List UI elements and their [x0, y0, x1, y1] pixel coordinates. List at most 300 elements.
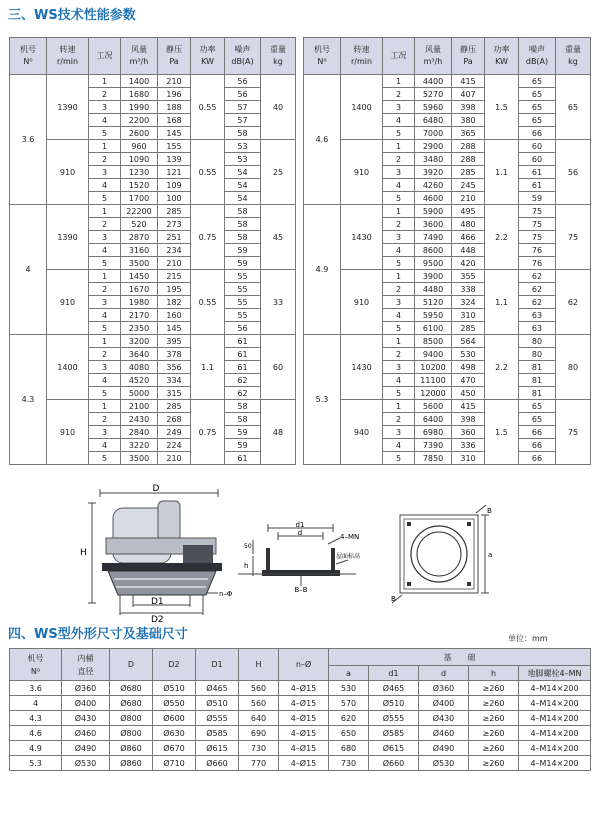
noise-cell: 55 [225, 309, 261, 322]
pressure-cell: 145 [158, 322, 191, 335]
model-cell: 3.6 [10, 681, 62, 696]
anchor-bolt-cell: 4–M14×200 [519, 756, 591, 771]
condition-cell: 4 [89, 244, 121, 257]
flow-cell: 4260 [415, 179, 452, 192]
pressure-cell: 288 [452, 140, 485, 153]
pressure-cell: 415 [452, 400, 485, 413]
pressure-cell: 288 [452, 153, 485, 166]
weight-cell: 75 [556, 205, 591, 270]
inner-diameter-cell: Ø490 [62, 741, 110, 756]
fan-side-view-drawing [78, 483, 238, 623]
speed-cell: 1390 [47, 205, 89, 270]
condition-cell: 3 [89, 101, 121, 114]
D-cell: Ø800 [110, 726, 153, 741]
table-row [304, 140, 591, 153]
pressure-cell: 215 [158, 270, 191, 283]
pressure-cell: 338 [452, 283, 485, 296]
speed-cell: 1400 [341, 75, 383, 140]
noise-cell: 53 [225, 153, 261, 166]
noise-cell: 66 [519, 439, 556, 452]
flow-cell: 8500 [415, 335, 452, 348]
condition-cell: 1 [89, 335, 121, 348]
flow-cell: 3500 [121, 257, 158, 270]
table-row [304, 335, 591, 348]
pressure-cell: 210 [158, 75, 191, 88]
D1-cell: Ø615 [196, 741, 239, 756]
table-row [10, 696, 591, 711]
noise-cell: 58 [225, 231, 261, 244]
power-cell: 2.2 [485, 205, 519, 270]
anchor-bolt-cell: 4–M14×200 [519, 711, 591, 726]
D2-cell: Ø510 [153, 681, 196, 696]
power-cell: 0.55 [191, 75, 225, 140]
noise-cell: 54 [225, 166, 261, 179]
noise-cell: 58 [225, 413, 261, 426]
flow-cell: 7850 [415, 452, 452, 465]
flow-cell: 5270 [415, 88, 452, 101]
H-cell: 690 [239, 726, 279, 741]
label-D1: D1 [151, 597, 164, 607]
H-cell: 560 [239, 681, 279, 696]
flow-cell: 1450 [121, 270, 158, 283]
header-noise: 噪声 dB(A) [519, 38, 556, 75]
n-phi-cell: 4–Ø15 [279, 756, 329, 771]
flow-cell: 4400 [415, 75, 452, 88]
flow-cell: 1520 [121, 179, 158, 192]
weight-cell: 33 [261, 270, 296, 335]
table-row [10, 741, 591, 756]
weight-cell: 65 [556, 75, 591, 140]
weight-cell: 48 [261, 400, 296, 465]
pressure-cell: 195 [158, 283, 191, 296]
noise-cell: 62 [519, 270, 556, 283]
D2-cell: Ø630 [153, 726, 196, 741]
power-cell: 0.55 [191, 140, 225, 205]
header-D: D [110, 649, 153, 681]
speed-cell: 1430 [341, 205, 383, 270]
anchor-bolt-cell: 4–M14×200 [519, 726, 591, 741]
pressure-cell: 188 [158, 101, 191, 114]
inner-diameter-cell: Ø430 [62, 711, 110, 726]
pressure-cell: 498 [452, 361, 485, 374]
anchor-bolt-cell: 4–M14×200 [519, 696, 591, 711]
condition-cell: 2 [89, 88, 121, 101]
D1-cell: Ø510 [196, 696, 239, 711]
flow-cell: 2430 [121, 413, 158, 426]
pressure-cell: 285 [158, 400, 191, 413]
pressure-cell: 160 [158, 309, 191, 322]
model-cell: 3.6 [10, 75, 47, 205]
table-row [304, 270, 591, 283]
pressure-cell: 196 [158, 88, 191, 101]
label-floor-elevation: 屋面标高 [336, 553, 361, 560]
weight-cell: 56 [556, 140, 591, 205]
condition-cell: 3 [383, 231, 415, 244]
label-D: D [152, 484, 160, 494]
a-cell: 570 [329, 696, 369, 711]
condition-cell: 3 [89, 166, 121, 179]
inner-diameter-cell: Ø400 [62, 696, 110, 711]
flow-cell: 1980 [121, 296, 158, 309]
pressure-cell: 285 [158, 205, 191, 218]
condition-cell: 1 [383, 140, 415, 153]
header-condition: 工况 [89, 38, 121, 75]
a-cell: 680 [329, 741, 369, 756]
weight-cell: 62 [556, 270, 591, 335]
noise-cell: 54 [225, 179, 261, 192]
a-cell: 620 [329, 711, 369, 726]
pressure-cell: 564 [452, 335, 485, 348]
power-cell: 0.75 [191, 205, 225, 270]
flow-cell: 2350 [121, 322, 158, 335]
weight-cell: 75 [556, 400, 591, 465]
pressure-cell: 466 [452, 231, 485, 244]
pressure-cell: 182 [158, 296, 191, 309]
d1-cell: Ø585 [369, 726, 419, 741]
D2-cell: Ø670 [153, 741, 196, 756]
pressure-cell: 234 [158, 244, 191, 257]
condition-cell: 1 [383, 270, 415, 283]
h-cell: ≥260 [469, 711, 519, 726]
condition-cell: 5 [383, 452, 415, 465]
performance-table-right [303, 37, 591, 465]
noise-cell: 55 [225, 283, 261, 296]
flow-cell: 7000 [415, 127, 452, 140]
noise-cell: 61 [519, 166, 556, 179]
flow-cell: 2200 [121, 114, 158, 127]
flow-cell: 2840 [121, 426, 158, 439]
n-phi-cell: 4–Ø15 [279, 726, 329, 741]
flow-cell: 3640 [121, 348, 158, 361]
speed-cell: 910 [47, 400, 89, 465]
pressure-cell: 480 [452, 218, 485, 231]
D-cell: Ø860 [110, 741, 153, 756]
model-cell: 5.3 [10, 756, 62, 771]
model-cell: 4 [10, 696, 62, 711]
condition-cell: 2 [383, 218, 415, 231]
flow-cell: 7490 [415, 231, 452, 244]
condition-cell: 4 [89, 179, 121, 192]
noise-cell: 75 [519, 231, 556, 244]
condition-cell: 3 [89, 296, 121, 309]
h-cell: ≥260 [469, 726, 519, 741]
pressure-cell: 334 [158, 374, 191, 387]
flow-cell: 9500 [415, 257, 452, 270]
header-weight: 重量 kg [556, 38, 591, 75]
condition-cell: 4 [383, 179, 415, 192]
anchor-bolt-cell: 4–M14×200 [519, 681, 591, 696]
noise-cell: 81 [519, 361, 556, 374]
pressure-cell: 249 [158, 426, 191, 439]
speed-cell: 910 [47, 140, 89, 205]
pressure-cell: 380 [452, 114, 485, 127]
weight-cell: 60 [261, 335, 296, 400]
noise-cell: 58 [225, 218, 261, 231]
condition-cell: 4 [383, 374, 415, 387]
flow-cell: 4080 [121, 361, 158, 374]
d-cell: Ø530 [419, 756, 469, 771]
noise-cell: 66 [519, 452, 556, 465]
condition-cell: 2 [383, 413, 415, 426]
header-model: 机号 N⁰ [304, 38, 341, 75]
pressure-cell: 415 [452, 75, 485, 88]
flow-cell: 6980 [415, 426, 452, 439]
flow-cell: 3220 [121, 439, 158, 452]
condition-cell: 4 [89, 309, 121, 322]
model-cell: 4.3 [10, 335, 47, 465]
speed-cell: 910 [341, 270, 383, 335]
noise-cell: 58 [225, 205, 261, 218]
noise-cell: 61 [225, 452, 261, 465]
pressure-cell: 155 [158, 140, 191, 153]
noise-cell: 61 [225, 361, 261, 374]
power-cell: 1.1 [485, 140, 519, 205]
header-speed: 转速 r/min [47, 38, 89, 75]
noise-cell: 56 [225, 75, 261, 88]
condition-cell: 5 [89, 452, 121, 465]
condition-cell: 5 [383, 257, 415, 270]
noise-cell: 57 [225, 114, 261, 127]
flow-cell: 1670 [121, 283, 158, 296]
condition-cell: 2 [89, 348, 121, 361]
power-cell: 1.1 [191, 335, 225, 400]
n-phi-cell: 4–Ø15 [279, 711, 329, 726]
flow-cell: 11100 [415, 374, 452, 387]
d-cell: Ø360 [419, 681, 469, 696]
n-phi-cell: 4–Ø15 [279, 696, 329, 711]
condition-cell: 3 [89, 426, 121, 439]
header-model: 机号 N⁰ [10, 649, 62, 681]
table-row [10, 756, 591, 771]
condition-cell: 4 [383, 244, 415, 257]
pressure-cell: 285 [452, 322, 485, 335]
D2-cell: Ø550 [153, 696, 196, 711]
D-cell: Ø800 [110, 711, 153, 726]
inner-diameter-cell: Ø360 [62, 681, 110, 696]
noise-cell: 61 [225, 335, 261, 348]
model-cell: 4.6 [304, 75, 341, 205]
noise-cell: 60 [519, 153, 556, 166]
d-cell: Ø490 [419, 741, 469, 756]
noise-cell: 63 [519, 309, 556, 322]
condition-cell: 3 [89, 361, 121, 374]
flow-cell: 960 [121, 140, 158, 153]
pressure-cell: 398 [452, 413, 485, 426]
pressure-cell: 355 [452, 270, 485, 283]
header-D1: D1 [196, 649, 239, 681]
inner-diameter-cell: Ø460 [62, 726, 110, 741]
noise-cell: 66 [519, 127, 556, 140]
flow-cell: 2870 [121, 231, 158, 244]
label-d: d [297, 529, 303, 537]
noise-cell: 55 [225, 296, 261, 309]
condition-cell: 1 [89, 75, 121, 88]
condition-cell: 5 [383, 387, 415, 400]
condition-cell: 3 [383, 361, 415, 374]
flow-cell: 3160 [121, 244, 158, 257]
flow-cell: 1990 [121, 101, 158, 114]
condition-cell: 5 [89, 192, 121, 205]
condition-cell: 2 [89, 283, 121, 296]
label-H: H [80, 548, 87, 558]
noise-cell: 53 [225, 140, 261, 153]
condition-cell: 1 [383, 335, 415, 348]
power-cell: 0.75 [191, 400, 225, 465]
foundation-plan-drawing [390, 503, 496, 605]
header-power: 功率 KW [191, 38, 225, 75]
header-anchor-bolt: 地脚螺栓4–MN [519, 666, 591, 681]
flow-cell: 5900 [415, 205, 452, 218]
model-cell: 4.9 [304, 205, 341, 335]
h-cell: ≥260 [469, 696, 519, 711]
H-cell: 730 [239, 741, 279, 756]
pressure-cell: 448 [452, 244, 485, 257]
pressure-cell: 395 [158, 335, 191, 348]
header-inner-diameter: 内桶 直径 [62, 649, 110, 681]
H-cell: 560 [239, 696, 279, 711]
pressure-cell: 450 [452, 387, 485, 400]
header-d1: d1 [369, 666, 419, 681]
pressure-cell: 420 [452, 257, 485, 270]
table-row [10, 400, 296, 413]
flow-cell: 5000 [121, 387, 158, 400]
pressure-cell: 109 [158, 179, 191, 192]
power-cell: 2.2 [485, 335, 519, 400]
label-n-phi: n–Φ [219, 590, 233, 598]
flow-cell: 9400 [415, 348, 452, 361]
noise-cell: 66 [519, 426, 556, 439]
pressure-cell: 168 [158, 114, 191, 127]
a-cell: 530 [329, 681, 369, 696]
h-cell: ≥260 [469, 756, 519, 771]
condition-cell: 5 [89, 257, 121, 270]
D2-cell: Ø710 [153, 756, 196, 771]
table-header-row [10, 649, 591, 666]
label-B: B [487, 507, 492, 515]
noise-cell: 59 [519, 192, 556, 205]
noise-cell: 65 [519, 101, 556, 114]
noise-cell: 63 [519, 322, 556, 335]
flow-cell: 3900 [415, 270, 452, 283]
d-cell: Ø430 [419, 711, 469, 726]
pressure-cell: 360 [452, 426, 485, 439]
label-4-mn: 4–MN [340, 533, 360, 541]
weight-cell: 80 [556, 335, 591, 400]
condition-cell: 2 [383, 88, 415, 101]
noise-cell: 81 [519, 387, 556, 400]
noise-cell: 57 [225, 101, 261, 114]
pressure-cell: 378 [158, 348, 191, 361]
flow-cell: 520 [121, 218, 158, 231]
flow-cell: 8600 [415, 244, 452, 257]
flow-cell: 1400 [121, 75, 158, 88]
condition-cell: 2 [383, 283, 415, 296]
speed-cell: 1390 [47, 75, 89, 140]
speed-cell: 1430 [341, 335, 383, 400]
header-H: H [239, 649, 279, 681]
table-row [10, 711, 591, 726]
power-cell: 1.5 [485, 75, 519, 140]
condition-cell: 5 [89, 322, 121, 335]
d1-cell: Ø660 [369, 756, 419, 771]
noise-cell: 60 [519, 140, 556, 153]
flow-cell: 7390 [415, 439, 452, 452]
inner-diameter-cell: Ø530 [62, 756, 110, 771]
flow-cell: 3600 [415, 218, 452, 231]
condition-cell: 2 [89, 413, 121, 426]
table-row [304, 75, 591, 88]
header-a: a [329, 666, 369, 681]
flow-cell: 3920 [415, 166, 452, 179]
flow-cell: 4520 [121, 374, 158, 387]
flow-cell: 22200 [121, 205, 158, 218]
condition-cell: 1 [89, 270, 121, 283]
noise-cell: 65 [519, 114, 556, 127]
noise-cell: 62 [225, 387, 261, 400]
noise-cell: 59 [225, 257, 261, 270]
pressure-cell: 310 [452, 309, 485, 322]
foundation-section-drawing [238, 518, 376, 594]
header-pressure: 静压 Pa [452, 38, 485, 75]
header-foundation: 基 础 [329, 649, 591, 666]
pressure-cell: 470 [452, 374, 485, 387]
d-cell: Ø400 [419, 696, 469, 711]
noise-cell: 76 [519, 257, 556, 270]
pressure-cell: 268 [158, 413, 191, 426]
D-cell: Ø680 [110, 681, 153, 696]
table-header-row [10, 38, 296, 75]
pressure-cell: 121 [158, 166, 191, 179]
header-condition: 工况 [383, 38, 415, 75]
flow-cell: 5600 [415, 400, 452, 413]
condition-cell: 4 [383, 114, 415, 127]
flow-cell: 2170 [121, 309, 158, 322]
weight-cell: 25 [261, 140, 296, 205]
condition-cell: 4 [89, 439, 121, 452]
condition-cell: 5 [89, 127, 121, 140]
section4-title: 四、WS型外形尺寸及基础尺寸 [8, 627, 188, 642]
pressure-cell: 210 [452, 192, 485, 205]
model-cell: 4.6 [10, 726, 62, 741]
flow-cell: 6400 [415, 413, 452, 426]
noise-cell: 80 [519, 348, 556, 361]
noise-cell: 56 [225, 322, 261, 335]
condition-cell: 3 [89, 231, 121, 244]
pressure-cell: 210 [158, 257, 191, 270]
d1-cell: Ø555 [369, 711, 419, 726]
noise-cell: 75 [519, 218, 556, 231]
table-header-row [304, 38, 591, 75]
pressure-cell: 407 [452, 88, 485, 101]
pressure-cell: 324 [452, 296, 485, 309]
header-flow: 风量 m³/h [121, 38, 158, 75]
condition-cell: 5 [383, 322, 415, 335]
table-row [10, 75, 296, 88]
d-cell: Ø460 [419, 726, 469, 741]
label-50: 50 [244, 543, 252, 550]
header-noise: 噪声 dB(A) [225, 38, 261, 75]
pressure-cell: 139 [158, 153, 191, 166]
unit-label: 单位：mm [508, 634, 548, 643]
flow-cell: 5950 [415, 309, 452, 322]
condition-cell: 2 [89, 218, 121, 231]
pressure-cell: 145 [158, 127, 191, 140]
power-cell: 0.55 [191, 270, 225, 335]
speed-cell: 910 [341, 140, 383, 205]
pressure-cell: 310 [452, 452, 485, 465]
pressure-cell: 285 [452, 166, 485, 179]
flow-cell: 2900 [415, 140, 452, 153]
